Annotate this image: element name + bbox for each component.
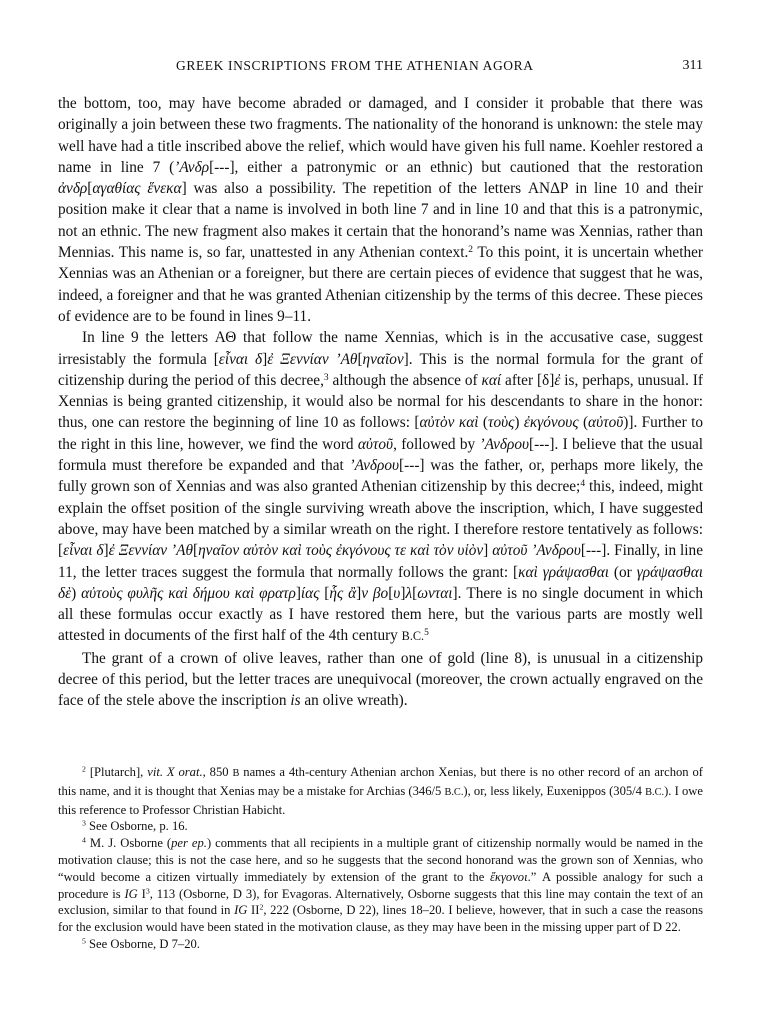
page-header — [58, 58, 703, 78]
paragraph: the bottom, too, may have become abraded or damaged, and I consider it probable that there was originally a join between these two fragments. The nationality of the honorand is unknown: the stele may well have had a title inscribed above the relief, which would have given his full name. Koehler restored a name in line 7 (’Ανδρ[---], either a patronymic or an ethnic) but cautioned that the restoration ἀνδρ[αγαθίας ἕνεκα] was also a possibility. The repetition of the letters ΑΝΔΡ in line 10 and their position make it clear that a name is involved in both line 7 and in line 10 and that this is a patronymic, not an ethnic. The new fragment also makes it certain that the honorand’s name was Xennias, rather than Mennias. This name is, so far, unattested in any Athenian context.$^2$ To this point, it is uncertain whether Xennias was an Athenian or a foreigner, but there are certain pieces of evidence that suggest that he was, indeed, a foreigner and that he was granted Athenian citizenship by the terms of this decree. These pieces of evidence are to be found in lines 9–11. — [58, 95, 703, 325]
footnote: $^3$ See Osborne, p. 16. — [82, 819, 188, 834]
footnote: $^2$ [Plutarch], vit. X orat., 850 B names a 4th-century Athenian archon Xenias, but there is no other record of an archon of this name, and it is thought that Xenias may be a mistake for Archias (346/5 B.C.), or, less likely, Euxenippos (305/4 B.C.). I owe this reference to Professor Christian Habicht. — [58, 764, 703, 817]
page-number: 311 — [682, 58, 703, 73]
paragraph: In line 9 the letters ΑΘ that follow the name Xennias, which is in the accusative case, suggest irresistably the formula [εἶναι δ]ἐ Ξεννίαν ’Αθ[ηναῖον]. This is the normal formula for the grant of citizenship during the period of this decree,$^3$ although the absence of καί after [δ]ἐ is, perhaps, unusual. If Xennias is being granted citizenship, it would also be normal for his descendants to share in the honor: thus, one can restore the beginning of line 10 as follows: [αὐτὸν καὶ (τοὺς) ἐκγόνους (αὐτοῦ)]. Further to the right in this line, however, we find the word αὐτοῦ, followed by ’Ανδρου[---]. I believe that the usual formula must therefore be expanded and that ’Ανδρου[---] was the father, or, perhaps more likely, the fully grown son of Xennias and was also granted Athenian citizenship by this decree;$^4$ this, indeed, might explain the offset position of the single surviving wreath above the inscription, which, I have suggested above, may have been matched by a similar wreath on the right. I therefore restore tentatively as follows: [εἶναι δ]ἐ Ξεννίαν ’Αθ[ηναῖον αὐτὸν καὶ τοὺς ἐκγόνους τε καὶ τὸν υἱὸν] αὐτοῦ ’Ανδρου[---]. Finally, in line 11, the letter traces suggest the formula that normally follows the grant: [καὶ γράψασθαι (or γράψασθαι δὲ) αὐτοὺς φυλῆς καὶ δήμου καὶ φρατρ]ίας [ἧς ἂ]ν βο[υ]λ[ωνται]. There is no single document in which all these formulas occur exactly as I have restored them here, but the various parts are mostly well attested in documents of the first half of the 4th century B.C.$^5$ — [58, 329, 704, 645]
body-text — [58, 93, 703, 712]
footnotes — [58, 764, 703, 953]
paragraph: The grant of a crown of olive leaves, rather than one of gold (line 8), is unusual in a citizenship decree of this period, but the letter traces are unequivocal (moreover, the crown actually engraved on the face of the stele above the inscription is an olive wreath). — [58, 649, 703, 710]
running-head: GREEK INSCRIPTIONS FROM THE ATHENIAN AGORA — [176, 58, 534, 73]
footnote: $^5$ See Osborne, D 7–20. — [82, 936, 200, 951]
footnote: $^4$ M. J. Osborne (per ep.) comments that all recipients in a multiple grant of citizenship normally would be named in the motivation clause; this is not the case here, and so he suggests that the second honorand was the grown son of Xennias, who “would become a citizen virtually immediately by extension of the grant to the ἔκγονοι.” A possible analogy for such a procedure is IG $I^3$, 113 (Osborne, D 3), for Evagoras. Alternatively, Osborne suggests that this line may contain the text of an exclusion, similar to that found in IG $II^2$, 222 (Osborne, D 22), lines 18–20. I believe, however, that in such a case the reasons for the exclusion would have been stated in the motivation clause, as they may have been in the missing upper part of D 22. — [58, 835, 703, 935]
